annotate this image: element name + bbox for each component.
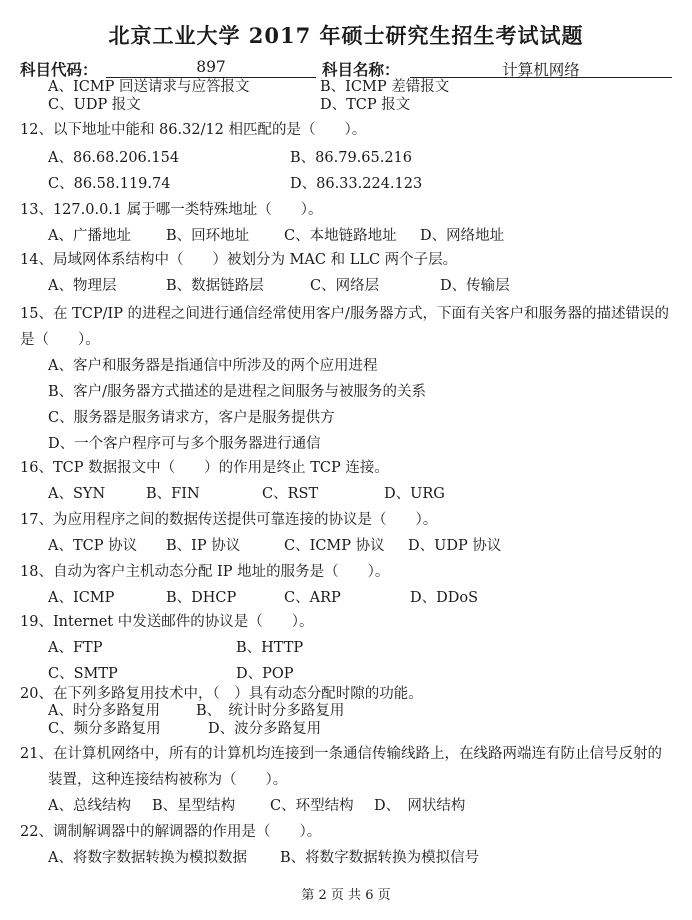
- option-c: C、RST: [262, 486, 319, 502]
- option-c: C、环型结构: [270, 798, 354, 814]
- question-20-stem: 20、在下列多路复用技术中，（ ）具有动态分配时隙的功能。: [20, 686, 423, 702]
- option-d: D、URG: [384, 486, 445, 502]
- option-b: B、DHCP: [166, 590, 237, 606]
- page-number: 第 2 页 共 6 页: [301, 888, 391, 903]
- option-c: C、86.58.119.74: [48, 176, 171, 192]
- question-14-stem: 14、局域网体系结构中（ ）被划分为 MAC 和 LLC 两个子层。: [20, 252, 458, 268]
- subject-name-value: 计算机网络: [410, 58, 672, 78]
- option-b: B、将数字数据转换为模拟信号: [280, 850, 480, 866]
- exam-title: 北京工业大学 2017 年硕士研究生招生考试试题: [108, 23, 584, 48]
- option-a: A、广播地址: [48, 228, 131, 244]
- option-b: B、数据链路层: [166, 278, 264, 294]
- question-19-stem: 19、Internet 中发送邮件的协议是（ ）。: [20, 614, 314, 630]
- option-c: C、SMTP: [48, 666, 118, 682]
- option-b: B、客户/服务器方式描述的是进程之间服务与被服务的关系: [48, 384, 427, 400]
- question-21-stem: 21、在计算机网络中，所有的计算机均连接到一条通信传输线路上，在线路两端连有防止信号反射的: [20, 746, 662, 762]
- option-d: D、 网状结构: [374, 798, 466, 814]
- option-a: A、FTP: [48, 640, 103, 656]
- option-c: C、ARP: [284, 590, 341, 606]
- option-b: B、IP 协议: [166, 538, 241, 554]
- question-15-stem-cont: 是（ ）。: [20, 332, 100, 348]
- option-d: D、传输层: [440, 278, 510, 294]
- question-12-stem: 12、以下地址中能和 86.32/12 相匹配的是（ ）。: [20, 122, 367, 138]
- option-a: A、86.68.206.154: [48, 150, 180, 166]
- option-d: D、波分多路复用: [208, 721, 322, 737]
- option-a: A、总线结构: [48, 798, 131, 814]
- option-a: A、客户和服务器是指通信中所涉及的两个应用进程: [48, 358, 378, 374]
- option-d: D、一个客户程序可与多个服务器进行通信: [48, 436, 321, 452]
- option-d: D、网络地址: [420, 228, 505, 244]
- option-d: D、TCP 报文: [320, 97, 411, 113]
- subject-header: [20, 58, 672, 80]
- option-c: C、ICMP 协议: [284, 538, 385, 554]
- option-b: B、86.79.65.216: [290, 150, 413, 166]
- option-c: C、网络层: [310, 278, 380, 294]
- option-b: B、星型结构: [152, 798, 236, 814]
- option-d: D、UDP 协议: [408, 538, 502, 554]
- question-18-stem: 18、自动为客户主机动态分配 IP 地址的服务是（ ）。: [20, 564, 390, 580]
- option-b: B、回环地址: [166, 228, 250, 244]
- subject-code-label: 科目代码：: [20, 60, 98, 79]
- option-c: C、本地链路地址: [284, 228, 397, 244]
- option-b: B、HTTP: [236, 640, 304, 656]
- option-a: A、TCP 协议: [48, 538, 138, 554]
- option-b: B、 统计时分多路复用: [196, 703, 345, 719]
- subject-name-label: 科目名称：: [322, 60, 400, 79]
- option-b: B、FIN: [146, 486, 200, 502]
- option-c: C、服务器是服务请求方，客户是服务提供方: [48, 410, 335, 426]
- question-13-stem: 13、127.0.0.1 属于哪一类特殊地址（ ）。: [20, 202, 323, 218]
- question-22-stem: 22、调制解调器中的解调器的作用是（ ）。: [20, 824, 322, 840]
- question-16-stem: 16、TCP 数据报文中（ ）的作用是终止 TCP 连接。: [20, 460, 389, 476]
- option-d: D、86.33.224.123: [290, 176, 423, 192]
- option-d: D、DDoS: [410, 590, 479, 606]
- option-a: A、将数字数据转换为模拟数据: [48, 850, 247, 866]
- option-a: A、SYN: [48, 486, 106, 502]
- option-a: A、时分多路复用: [48, 703, 160, 719]
- option-a: A、ICMP: [48, 590, 115, 606]
- question-15-stem: 15、在 TCP/IP 的进程之间进行通信经常使用客户/服务器方式，下面有关客户和服务器的描述错误的: [20, 306, 669, 322]
- option-a: A、物理层: [48, 278, 117, 294]
- question-17-stem: 17、为应用程序之间的数据传送提供可靠连接的协议是（ ）。: [20, 512, 438, 528]
- subject-code-value: 897: [106, 58, 316, 78]
- option-c: C、频分多路复用: [48, 721, 161, 737]
- option-d: D、POP: [236, 666, 294, 682]
- option-a: A、ICMP 回送请求与应答报文: [48, 79, 250, 95]
- option-c: C、UDP 报文: [48, 97, 141, 113]
- question-21-stem-cont: 装置，这种连接结构被称为（ ）。: [48, 772, 288, 788]
- option-b: B、ICMP 差错报文: [320, 79, 450, 95]
